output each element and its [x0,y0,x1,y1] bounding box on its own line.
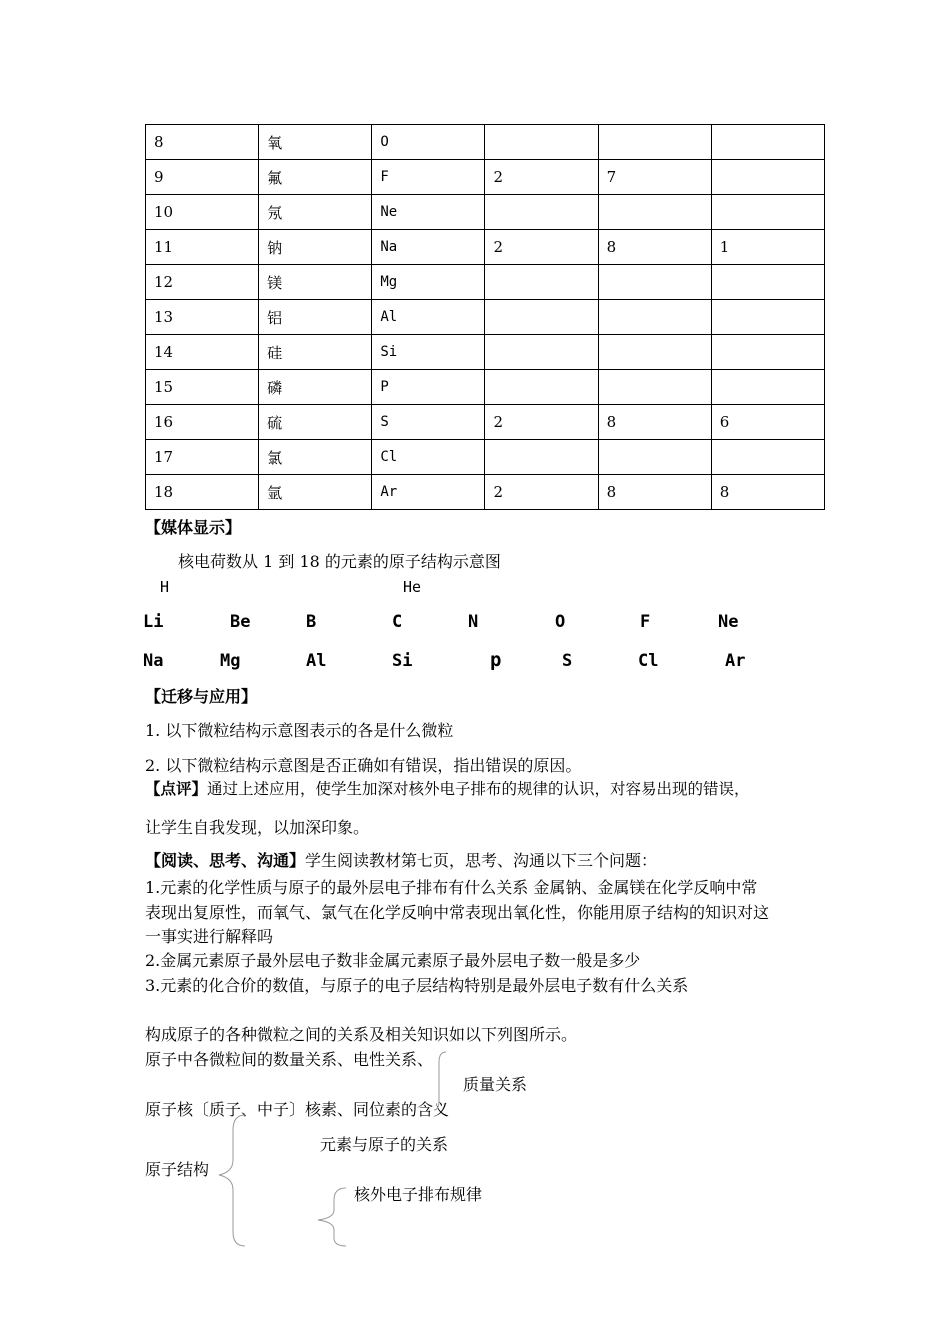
symbol-B: B [306,612,317,632]
element-name-cell: 镁 [259,265,372,300]
reading-q3: 3.元素的化合价的数值，与原子的电子层结构特别是最外层电子数有什么关系 [145,976,689,995]
reading-q1-line-1: 1.元素的化学性质与原子的最外层电子排布有什么关系 金属钠、金属镁在化学反响中常 [145,878,758,897]
brace-root [219,1115,245,1246]
element-symbol-cell: Al [372,300,485,335]
reading-q1-line-2: 表现出复原性，而氧气、氯气在化学反响中常表现出氧化性，你能用原子结构的知识对这 [145,903,770,922]
comment-line-2: 让学生自我发现，以加深印象。 [145,818,370,837]
atomic-number-cell: 16 [146,405,259,440]
element-name-cell: 钠 [259,230,372,265]
element-name-cell: 氖 [259,195,372,230]
transfer-question-2: 2. 以下微粒结构示意图是否正确如有错误，指出错误的原因。 [145,756,582,775]
symbol-Be: Be [230,612,251,632]
reading-intro: 学生阅读教材第七页，思考、沟通以下三个问题： [305,851,658,870]
element-symbol-cell: Cl [372,440,485,475]
symbol-Cl: Cl [638,651,659,671]
shell-k-cell: 2 [485,230,598,265]
element-name-cell: 氯 [259,440,372,475]
symbol-F: F [640,612,651,632]
atomic-number-cell: 12 [146,265,259,300]
symbol-C: C [392,612,403,632]
symbol-Na: Na [143,651,164,671]
atomic-number-cell: 18 [146,475,259,510]
atomic-number-cell: 15 [146,370,259,405]
symbol-H: H [160,578,170,596]
shell-l-cell: 7 [598,160,711,195]
element-symbol-cell: S [372,405,485,440]
symbol-Al: Al [306,651,327,671]
symbol-Li: Li [143,612,164,632]
element-symbol-cell: F [372,160,485,195]
symbol-He: He [403,578,422,596]
element-symbol-cell: Na [372,230,485,265]
structure-element-atom: 元素与原子的关系 [320,1135,449,1154]
shell-k-cell: 2 [485,405,598,440]
shell-m-cell: 1 [711,230,824,265]
atomic-number-cell: 9 [146,160,259,195]
atomic-number-cell: 13 [146,300,259,335]
element-name-cell: 铝 [259,300,372,335]
element-symbol-cell: Ar [372,475,485,510]
comment-text: 通过上述应用，使学生加深对核外电子排布的规律的认识，对容易出现的错误， [207,780,750,798]
structure-extranuclear: 核外电子排布规律 [354,1185,483,1204]
structure-nucleus: 原子核〔质子、中子〕核素、同位素的含义 [145,1100,450,1119]
atomic-number-cell: 10 [146,195,259,230]
symbol-N: N [468,612,479,632]
shell-l-cell: 8 [598,475,711,510]
element-symbol-cell: Ne [372,195,485,230]
symbol-Mg: Mg [220,651,241,671]
shell-k-cell: 2 [485,475,598,510]
element-name-cell: 磷 [259,370,372,405]
structure-quantity-relations: 原子中各微粒间的数量关系、电性关系、 [145,1050,434,1069]
element-name-cell: 硅 [259,335,372,370]
atomic-number-cell: 11 [146,230,259,265]
symbol-O: O [555,612,566,632]
media-caption: 核电荷数从 1 到 18 的元素的原子结构示意图 [178,552,501,571]
element-name-cell: 氟 [259,160,372,195]
shell-l-cell: 8 [598,230,711,265]
comment-label: 【点评】 [145,779,208,798]
structure-root: 原子结构 [145,1160,210,1179]
reading-q2: 2.金属元素原子最外层电子数非金属元素原子最外层电子数一般是多少 [145,951,641,970]
brace-extranuclear [318,1188,346,1246]
atomic-number-cell: 14 [146,335,259,370]
reading-q1-line-3: 一事实进行解释吗 [145,927,274,946]
element-name-cell: 硫 [259,405,372,440]
element-name-cell: 氩 [259,475,372,510]
reading-label: 【阅读、思考、沟通】 [145,851,306,870]
symbol-Si: Si [392,651,413,671]
element-symbol-cell: O [372,125,485,160]
element-name-cell: 氧 [259,125,372,160]
media-heading: 【媒体显示】 [145,518,242,537]
structure-mass-relation: 质量关系 [463,1075,528,1094]
symbol-Ar: Ar [725,651,746,671]
symbol-p: p [490,649,502,671]
element-symbol-cell: P [372,370,485,405]
shell-m-cell: 8 [711,475,824,510]
transfer-question-1: 1. 以下微粒结构示意图表示的各是什么微粒 [145,721,454,740]
symbol-Ne: Ne [718,612,739,632]
transfer-heading: 【迁移与应用】 [145,687,258,706]
atomic-number-cell: 17 [146,440,259,475]
atomic-number-cell: 8 [146,125,259,160]
element-symbol-cell: Mg [372,265,485,300]
shell-l-cell: 8 [598,405,711,440]
structure-intro: 构成原子的各种微粒之间的关系及相关知识如以下列图所示。 [145,1025,578,1044]
element-symbol-cell: Si [372,335,485,370]
shell-m-cell: 6 [711,405,824,440]
shell-k-cell: 2 [485,160,598,195]
brace-nucleus [434,1052,446,1110]
symbol-S: S [562,651,573,671]
